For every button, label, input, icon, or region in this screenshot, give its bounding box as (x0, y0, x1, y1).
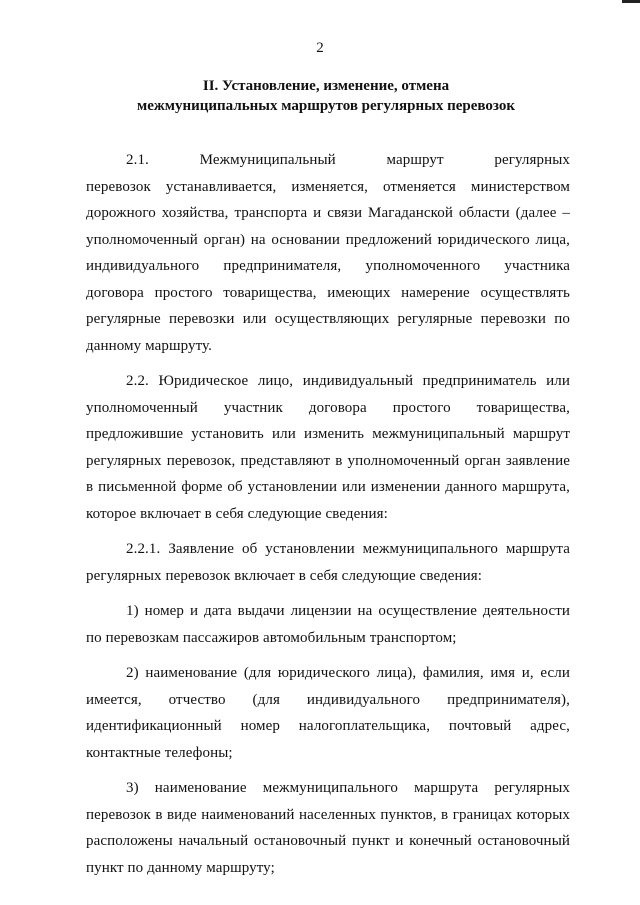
scan-corner-mark (622, 0, 640, 3)
list-item-1: 1) номер и дата выдачи лицензии на осуществление деятельности по перевозкам пассажиров автомобильным транспортом; (86, 603, 570, 646)
section-heading-line-1: II. Установление, изменение, отмена (202, 78, 450, 94)
paragraph-2-1: 2.1. Межмуниципальный маршрут регулярных перевозок устанавливается, изменяется, отменяется министерством дорожного хозяйства, транспорта и связи Магаданской области (далее – уполномоченный орган) на основании предложений юридического лица, индивидуального предпринимателя, уполномоченного участника договора простого товарищества, имеющих намерение осуществлять регулярные перевозки или осуществляющих регулярные перевозки по данному маршруту. (86, 152, 594, 354)
document-body (86, 147, 594, 890)
paragraph-2-2: 2.2. Юридическое лицо, индивидуальный предприниматель или уполномоченный участник договора простого товарищества, предложившие установить или изменить межмуниципальный маршрут регулярных перевозок, представляют в уполномоченный орган заявление в письменной форме об установлении или изменении данного маршрута, которое включает в себя следующие сведения: (86, 373, 570, 522)
list-item-2: 2) наименование (для юридического лица), фамилия, имя и, если имеется, отчество (для индивидуального предпринимателя), идентификационный номер налогоплательщика, почтовый адрес, контактные телефоны; (86, 665, 570, 761)
section-heading-line-2: межмуниципальных маршрутов регулярных перевозок (137, 98, 515, 114)
list-item-3: 3) наименование межмуниципального маршрута регулярных перевозок в виде наименований населенных пунктов, в границах которых расположены начальный остановочный пункт и конечный остановочный пункт по данному маршруту; (86, 780, 570, 876)
section-heading (86, 76, 566, 116)
paragraph-2-2-1: 2.2.1. Заявление об установлении межмуниципального маршрута регулярных перевозок включает в себя следующие сведения: (86, 541, 570, 584)
page-number: 2 (316, 40, 324, 56)
